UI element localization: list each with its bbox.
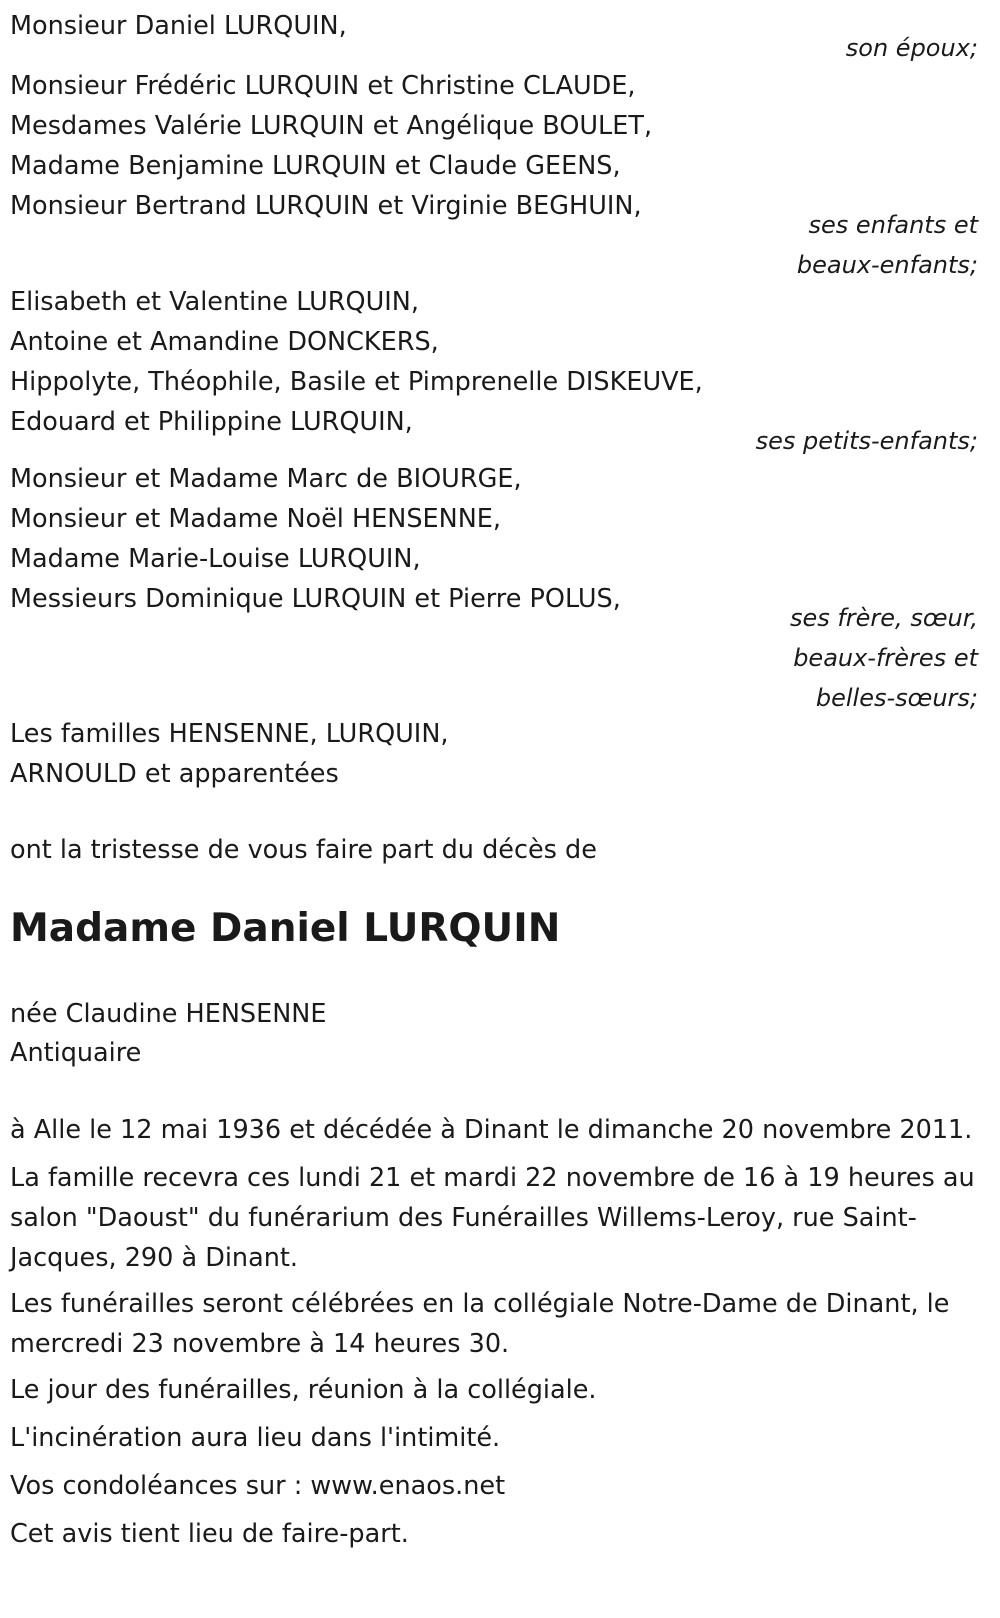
deceased-name: Madame Daniel LURQUIN xyxy=(10,906,561,951)
relation-label-spouse xyxy=(846,28,978,68)
family-name: Les familles HENSENNE, LURQUIN, xyxy=(10,719,449,749)
deceased-birth-name: née Claudine HENSENNE xyxy=(10,999,327,1029)
family-name: Madame Marie-Louise LURQUIN, xyxy=(10,544,421,574)
relation-line: son époux; xyxy=(845,34,978,62)
family-name: Monsieur Frédéric LURQUIN et Christine CLAUDE, xyxy=(10,71,636,101)
family-name: Messieurs Dominique LURQUIN et Pierre POLUS, xyxy=(10,584,621,614)
family-name: Madame Benjamine LURQUIN et Claude GEENS, xyxy=(10,151,621,181)
relation-label-children xyxy=(797,205,978,285)
relation-line: ses petits-enfants; xyxy=(755,427,978,455)
family-name: Mesdames Valérie LURQUIN et Angélique BOULET, xyxy=(10,111,653,141)
family-group-siblings xyxy=(10,459,990,619)
announcement-text: ont la tristesse de vous faire part du décès de xyxy=(10,835,597,865)
deceased-profession: Antiquaire xyxy=(10,1038,142,1068)
relation-label-siblings xyxy=(790,598,978,718)
family-group-grandchildren xyxy=(10,282,990,442)
family-name: Monsieur Daniel LURQUIN, xyxy=(10,11,347,41)
funeral-details: Les funérailles seront célébrées en la collégiale Notre-Dame de Dinant, le mercredi 23 novembre à 14 heures 30. xyxy=(10,1289,950,1359)
notice-statement: Cet avis tient lieu de faire-part. xyxy=(10,1519,409,1549)
relation-line: belles-sœurs; xyxy=(815,684,978,712)
family-group-children xyxy=(10,66,990,226)
family-name: Antoine et Amandine DONCKERS, xyxy=(10,327,439,357)
family-name: Monsieur et Madame Marc de BIOURGE, xyxy=(10,464,522,494)
visitation-details: La famille recevra ces lundi 21 et mardi 22 novembre de 16 à 19 heures au salon "Daoust" du funérarium des Funérailles Willems-Leroy, rue Saint-Jacques, 290 à Dinant. xyxy=(10,1163,975,1273)
family-name: Hippolyte, Théophile, Basile et Pimprenelle DISKEUVE, xyxy=(10,367,703,397)
birth-death-details: à Alle le 12 mai 1936 et décédée à Dinant le dimanche 20 novembre 2011. xyxy=(10,1115,973,1145)
relation-line: beaux-enfants; xyxy=(796,251,978,279)
family-name: Edouard et Philippine LURQUIN, xyxy=(10,407,413,437)
relation-line: beaux-frères et xyxy=(793,644,978,672)
family-name: Monsieur et Madame Noël HENSENNE, xyxy=(10,504,502,534)
family-name: Monsieur Bertrand LURQUIN et Virginie BEGHUIN, xyxy=(10,191,642,221)
relation-label-grandchildren xyxy=(756,421,978,461)
relation-line: ses frère, sœur, xyxy=(789,604,978,632)
family-group-families xyxy=(10,714,990,794)
cremation-details: L'incinération aura lieu dans l'intimité. xyxy=(10,1423,501,1453)
meeting-details: Le jour des funérailles, réunion à la collégiale. xyxy=(10,1375,597,1405)
family-name: Elisabeth et Valentine LURQUIN, xyxy=(10,287,419,317)
family-group-spouse xyxy=(10,6,990,46)
family-name: ARNOULD et apparentées xyxy=(10,759,339,789)
condolences-details: Vos condoléances sur : www.enaos.net xyxy=(10,1471,506,1501)
relation-line: ses enfants et xyxy=(808,211,978,239)
